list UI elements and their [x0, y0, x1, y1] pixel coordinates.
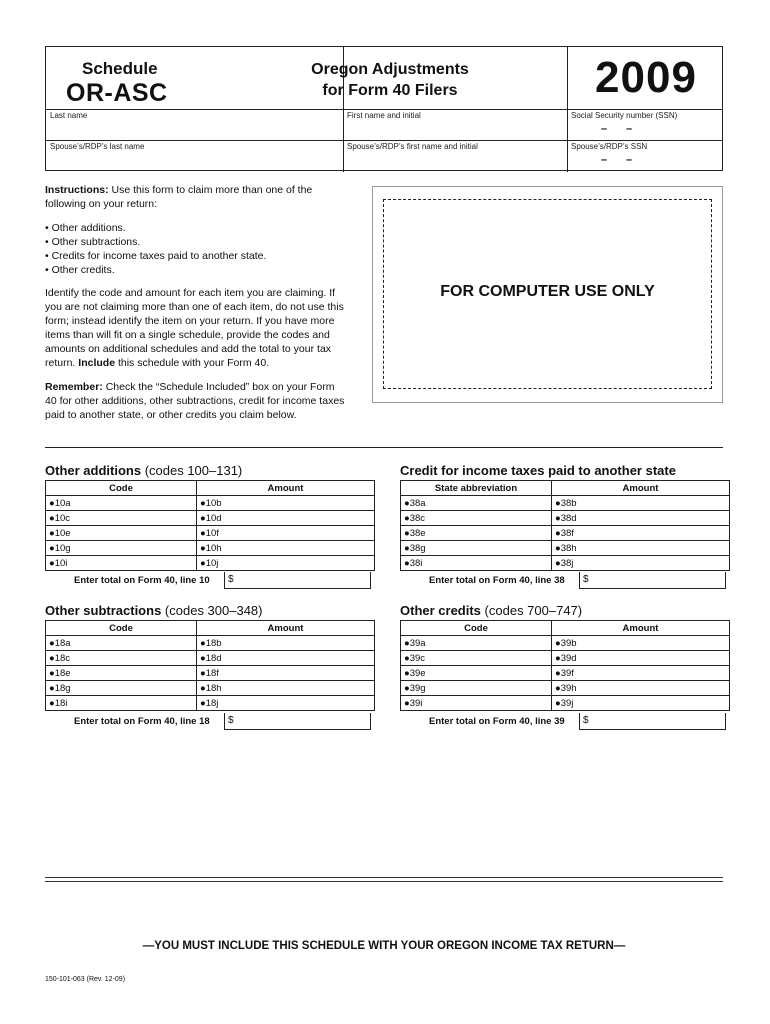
additions-title: [45, 463, 242, 478]
credits-title-text: Other credits: [400, 603, 481, 618]
section-divider: [45, 447, 723, 448]
table-header-row: [46, 481, 375, 496]
amount-cell[interactable]: ●18j: [197, 696, 375, 711]
instructions-bullet: • Other credits.: [45, 263, 345, 277]
table-row: [46, 666, 375, 681]
state-cell[interactable]: ●38a: [401, 496, 552, 511]
form-title-line1: Oregon Adjustments: [311, 61, 469, 78]
code-cell[interactable]: ●39c: [401, 651, 552, 666]
credits-total-label: Enter total on Form 40, line 39: [429, 716, 565, 727]
computer-use-box: [372, 186, 723, 403]
code-cell[interactable]: ●18c: [46, 651, 197, 666]
table-row: [46, 496, 375, 511]
amount-cell[interactable]: ●38j: [552, 556, 730, 571]
spouse-ssn-separator: –: [601, 154, 608, 166]
code-cell[interactable]: ●18a: [46, 636, 197, 651]
instructions-bullet: • Other subtractions.: [45, 235, 345, 249]
additions-total-field[interactable]: [224, 572, 371, 589]
amount-cell[interactable]: ●39j: [552, 696, 730, 711]
subtractions-title-text: Other subtractions: [45, 603, 162, 618]
instructions-bullet: • Other additions.: [45, 221, 345, 235]
spouse-first-name-label: Spouse’s/RDP’s first name and initial: [347, 142, 478, 151]
amount-cell[interactable]: ●18f: [197, 666, 375, 681]
ssn-separator: –: [601, 123, 608, 135]
amount-cell[interactable]: ●10j: [197, 556, 375, 571]
table-row: [401, 496, 730, 511]
table-row: [401, 696, 730, 711]
ssn-label: Social Security number (SSN): [571, 111, 678, 120]
instructions-para: [45, 286, 345, 370]
amount-column-header: Amount: [197, 481, 375, 496]
amount-column-header: Amount: [552, 481, 730, 496]
state-cell[interactable]: ●38c: [401, 511, 552, 526]
state-cell[interactable]: ●38e: [401, 526, 552, 541]
instructions-para-text-end: this schedule with your Form 40.: [117, 357, 270, 369]
instructions-para-text: Identify the code and amount for each item you are claiming. If you are not claiming more than one of each item, do not use this form; instead identify the item on your return. If you have more items than will fit on a single schedule, provide the codes and amounts on additional schedules and add the total to your tax return.: [45, 287, 344, 369]
dollar-sign: $: [583, 715, 589, 726]
subtractions-title: [45, 603, 263, 618]
footer-double-rule: [45, 877, 723, 882]
code-cell[interactable]: ●10e: [46, 526, 197, 541]
spouse-first-name-field[interactable]: [345, 152, 565, 169]
form-header: [45, 46, 723, 171]
subtractions-total-label: Enter total on Form 40, line 18: [74, 716, 210, 727]
spouse-ssn-label: Spouse’s/RDP’s SSN: [571, 142, 648, 151]
code-column-header: Code: [46, 481, 197, 496]
instructions-lead-bold: Instructions:: [45, 184, 109, 196]
amount-column-header: Amount: [197, 621, 375, 636]
table-row: [401, 636, 730, 651]
code-column-header: Code: [401, 621, 552, 636]
ssn-field[interactable]: [569, 121, 721, 138]
amount-cell[interactable]: ●18d: [197, 651, 375, 666]
credit-state-total-label: Enter total on Form 40, line 38: [429, 575, 565, 586]
credit-state-title: Credit for income taxes paid to another state: [400, 463, 676, 478]
instructions-lead-text: Use this form to claim more than one of the following on your return:: [45, 184, 313, 210]
credit-state-table: [400, 480, 730, 571]
code-cell[interactable]: ●10i: [46, 556, 197, 571]
table-row: [401, 511, 730, 526]
code-cell[interactable]: ●10a: [46, 496, 197, 511]
instructions-list: [45, 221, 345, 277]
table-header-row: [401, 481, 730, 496]
amount-cell[interactable]: ●38f: [552, 526, 730, 541]
dollar-sign: $: [583, 574, 589, 585]
header-rule: [46, 140, 722, 141]
footer-message: —YOU MUST INCLUDE THIS SCHEDULE WITH YOUR OREGON INCOME TAX RETURN—: [142, 940, 626, 952]
amount-column-header: Amount: [552, 621, 730, 636]
instructions-lead: [45, 183, 345, 211]
table-row: [46, 681, 375, 696]
credits-total-field[interactable]: [579, 713, 726, 730]
table-row: [401, 681, 730, 696]
additions-codes: (codes 100–131): [144, 463, 243, 478]
subtractions-codes: (codes 300–348): [164, 603, 263, 618]
amount-cell[interactable]: ●18b: [197, 636, 375, 651]
table-header-row: [46, 621, 375, 636]
spouse-last-name-label: Spouse’s/RDP’s last name: [50, 142, 145, 151]
header-rule: [46, 109, 722, 110]
amount-cell[interactable]: ●39b: [552, 636, 730, 651]
form-title: [298, 59, 482, 101]
code-cell[interactable]: ●18g: [46, 681, 197, 696]
state-cell[interactable]: ●38i: [401, 556, 552, 571]
table-row: [401, 541, 730, 556]
form-number: 150-101-063 (Rev. 12-09): [45, 976, 126, 983]
instructions-include-bold: Include: [78, 357, 116, 369]
computer-use-label: FOR COMPUTER USE ONLY: [440, 283, 655, 300]
subtractions-total-field[interactable]: [224, 713, 371, 730]
amount-cell[interactable]: ●10d: [197, 511, 375, 526]
remember-bold: Remember:: [45, 381, 103, 393]
amount-cell[interactable]: ●38d: [552, 511, 730, 526]
table-row: [46, 696, 375, 711]
credits-table: [400, 620, 730, 711]
table-row: [46, 651, 375, 666]
code-cell[interactable]: ●39i: [401, 696, 552, 711]
first-name-field[interactable]: [345, 121, 565, 138]
spouse-ssn-separator: –: [626, 154, 633, 166]
schedule-id: OR-ASC: [66, 79, 168, 107]
tax-year: 2009: [595, 53, 697, 102]
code-cell[interactable]: ●18i: [46, 696, 197, 711]
amount-cell[interactable]: ●18h: [197, 681, 375, 696]
code-cell[interactable]: ●39a: [401, 636, 552, 651]
last-name-field[interactable]: [48, 121, 340, 138]
credit-state-total-field[interactable]: [579, 572, 726, 589]
last-name-label: Last name: [50, 111, 88, 120]
credits-codes: (codes 700–747): [484, 603, 583, 618]
additions-table: [45, 480, 375, 571]
table-row: [46, 556, 375, 571]
code-column-header: Code: [46, 621, 197, 636]
code-cell[interactable]: ●18e: [46, 666, 197, 681]
code-cell[interactable]: ●39e: [401, 666, 552, 681]
spouse-last-name-field[interactable]: [48, 152, 340, 169]
remember-text: Check the “Schedule Included” box on your Form 40 for other additions, other subtractions, credit for income taxes paid to another state, or other credits you claim below.: [45, 381, 345, 421]
amount-cell[interactable]: ●38h: [552, 541, 730, 556]
amount-cell[interactable]: ●10b: [197, 496, 375, 511]
table-row: [401, 556, 730, 571]
form-title-line2: for Form 40 Filers: [322, 82, 458, 99]
amount-cell[interactable]: ●10f: [197, 526, 375, 541]
dollar-sign: $: [228, 574, 234, 585]
code-cell[interactable]: ●39g: [401, 681, 552, 696]
dollar-sign: $: [228, 715, 234, 726]
table-row: [46, 636, 375, 651]
credits-title: [400, 603, 582, 618]
schedule-word: Schedule: [82, 59, 158, 78]
table-row: [46, 526, 375, 541]
table-row: [401, 651, 730, 666]
table-row: [46, 511, 375, 526]
code-cell[interactable]: ●10c: [46, 511, 197, 526]
spouse-ssn-field[interactable]: [569, 152, 721, 169]
additions-title-text: Other additions: [45, 463, 142, 478]
code-cell[interactable]: ●10g: [46, 541, 197, 556]
amount-cell[interactable]: ●39d: [552, 651, 730, 666]
amount-cell[interactable]: ●38b: [552, 496, 730, 511]
amount-cell[interactable]: ●10h: [197, 541, 375, 556]
remember-para: [45, 380, 345, 422]
instructions-bullet: • Credits for income taxes paid to another state.: [45, 249, 345, 263]
first-name-label: First name and initial: [347, 111, 421, 120]
state-column-header: State abbreviation: [401, 481, 552, 496]
state-cell[interactable]: ●38g: [401, 541, 552, 556]
table-row: [401, 526, 730, 541]
table-header-row: [401, 621, 730, 636]
amount-cell[interactable]: ●39h: [552, 681, 730, 696]
instructions: [45, 183, 345, 432]
additions-total-label: Enter total on Form 40, line 10: [74, 575, 210, 586]
table-row: [46, 541, 375, 556]
subtractions-table: [45, 620, 375, 711]
ssn-separator: –: [626, 123, 633, 135]
amount-cell[interactable]: ●39f: [552, 666, 730, 681]
table-row: [401, 666, 730, 681]
